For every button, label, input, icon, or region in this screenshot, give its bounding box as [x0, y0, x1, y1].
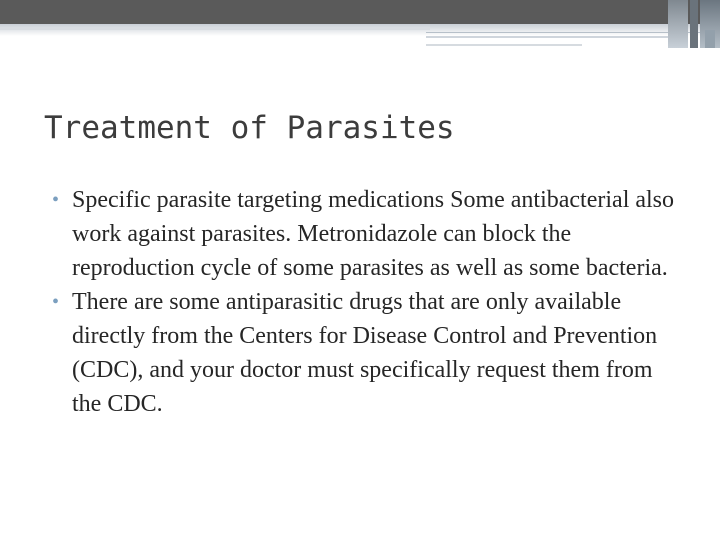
bullet-text: Specific parasite targeting medications Some antibacterial also work against parasites. Metronidazole can block the reproduction cycle of some parasites as well as some bacteria.: [72, 187, 675, 281]
corner-decoration: [668, 0, 688, 48]
bullet-text: There are some antiparasitic drugs that are only available directly from the Centers for Disease Control and Prevention (CDC), and your doctor must specifically request them from the CDC.: [72, 289, 658, 417]
corner-decoration: [705, 30, 715, 48]
header-bar: [0, 0, 720, 24]
header-gradient: [0, 24, 720, 36]
bullet-icon: •: [52, 291, 60, 313]
decorative-line: [0, 28, 430, 30]
bullet-item: [52, 183, 682, 285]
corner-decoration: [690, 0, 698, 48]
decorative-line: [426, 36, 670, 38]
bullet-list: [52, 183, 682, 421]
bullet-item: [52, 285, 682, 421]
slide-title: Treatment of Parasites: [44, 110, 455, 146]
decorative-line: [426, 44, 582, 46]
bullet-icon: •: [52, 189, 60, 211]
